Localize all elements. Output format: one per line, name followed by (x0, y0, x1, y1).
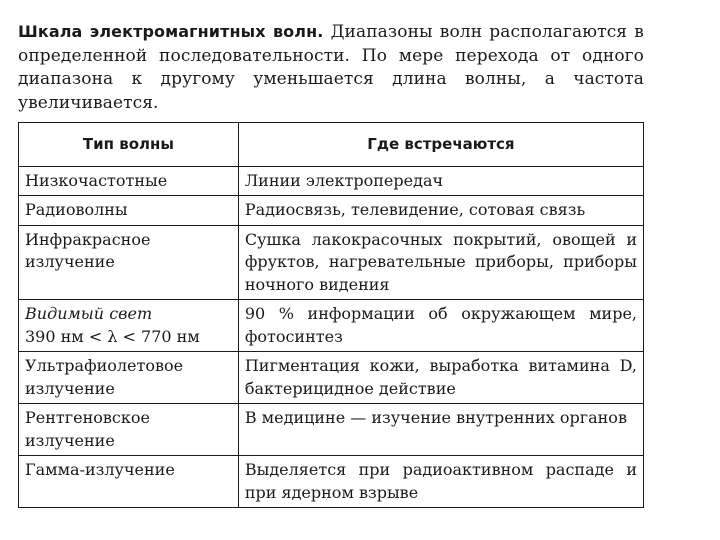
wave-scale-table (18, 122, 644, 508)
header-wave-type: Тип волны (19, 123, 239, 167)
where-found-cell: Сушка лакокрасочных покрытий, овощей и фруктов, нагревательные приборы, приборы ночного видения (238, 225, 643, 300)
wave-type-cell: Рентгеновское излучение (19, 404, 239, 456)
table-row (19, 225, 644, 300)
intro-paragraph (18, 20, 644, 115)
table-row (19, 166, 644, 196)
wave-type-cell: Инфракрасное излучение (19, 225, 239, 300)
table-row (19, 352, 644, 404)
where-found-cell: Выделяется при радиоактивном распаде и при ядерном взрыве (238, 456, 643, 508)
where-found-cell: Радиосвязь, телевидение, сотовая связь (238, 196, 643, 226)
visible-light-range: 390 нм < λ < 770 нм (25, 326, 200, 346)
visible-light-label: Видимый свет (25, 304, 153, 323)
intro-text: Диапазоны волн располагаются в определенной последовательности. По мере перехода от одного диапазона к другому уменьшается длина волны, а частота увеличивается. (18, 22, 644, 113)
wave-type-cell: Ультрафиолетовое излучение (19, 352, 239, 404)
where-found-cell: 90 % информации об окружающем мире, фотосинтез (238, 300, 643, 352)
table-row (19, 456, 644, 508)
wave-type-cell: Низкочастотные (19, 166, 239, 196)
wave-type-cell (19, 300, 239, 352)
wave-type-cell: Гамма-излучение (19, 456, 239, 508)
table-header-row (19, 123, 644, 167)
where-found-cell: Пигментация кожи, выработка витамина D, бактерицидное действие (238, 352, 643, 404)
where-found-cell: В медицине — изучение внутренних органов (238, 404, 643, 456)
wave-type-cell: Радиоволны (19, 196, 239, 226)
table-row (19, 196, 644, 226)
header-where-found: Где встречаются (238, 123, 643, 167)
table-row (19, 300, 644, 352)
intro-lead: Шкала электромагнитных волн. (18, 22, 324, 41)
where-found-cell: Линии электропередач (238, 166, 643, 196)
table-row (19, 404, 644, 456)
